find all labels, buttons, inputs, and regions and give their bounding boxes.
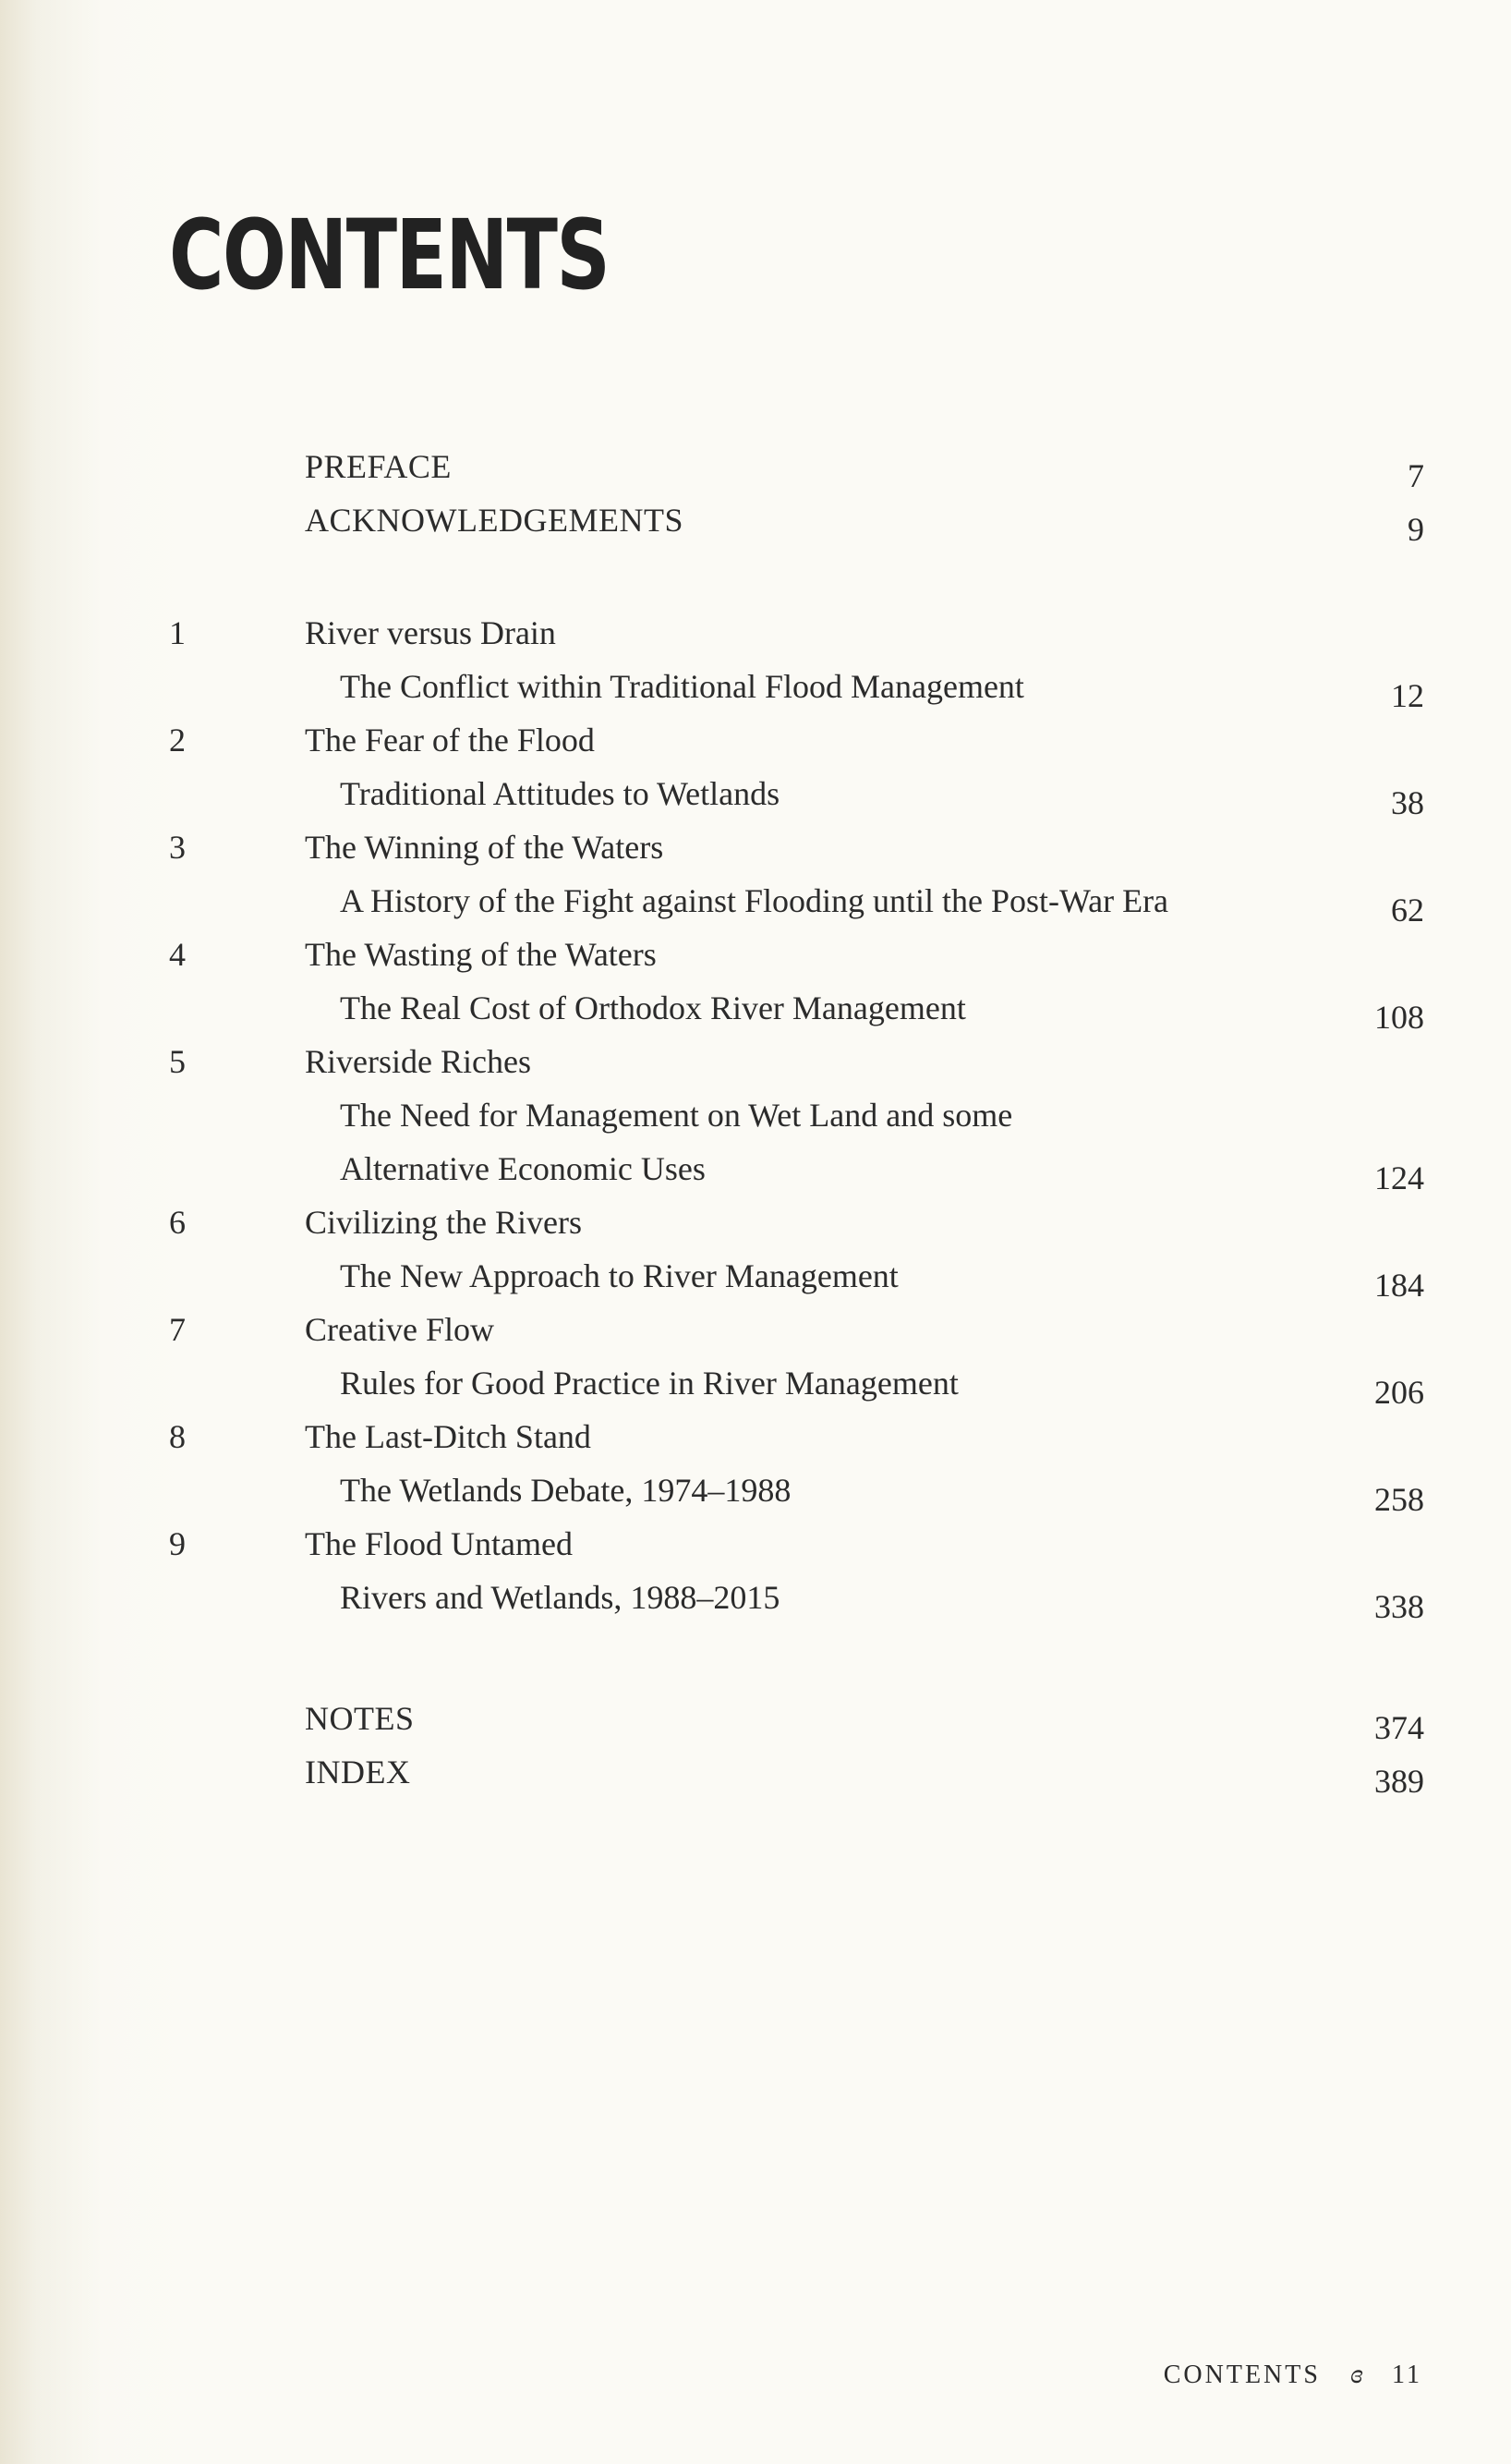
chapter-subtitle: Rivers and Wetlands, 1988–2015 (340, 1579, 780, 1616)
entry-page-number: 38 (1391, 784, 1424, 821)
page-title: CONTENTS (169, 199, 610, 311)
front-matter-entry (0, 492, 1511, 548)
entry-page-number: 338 (1374, 1588, 1424, 1625)
chapter-subtitle-line (0, 766, 1511, 821)
chapter-subtitle: The New Approach to River Management (340, 1257, 899, 1294)
chapter-number: 4 (169, 936, 186, 973)
entry-page-number: 108 (1374, 999, 1424, 1036)
entry-page-number: 12 (1391, 677, 1424, 714)
chapter-subtitle-line (0, 1087, 1511, 1143)
footer-label: CONTENTS (1163, 2361, 1321, 2389)
entry-page-number: 206 (1374, 1374, 1424, 1411)
ornament-icon: ɞ (1349, 2359, 1367, 2389)
chapter-entry (0, 927, 1511, 982)
entry-title: PREFACE (305, 448, 452, 485)
back-matter-entry (0, 1744, 1511, 1800)
chapter-number: 3 (169, 829, 186, 866)
chapter-subtitle-line (0, 1248, 1511, 1304)
chapter-number: 8 (169, 1418, 186, 1455)
chapter-entry (0, 819, 1511, 875)
chapter-subtitle-line (0, 1570, 1511, 1625)
chapter-subtitle-line (0, 1141, 1511, 1196)
chapter-number: 7 (169, 1311, 186, 1348)
chapter-subtitle-line (0, 873, 1511, 929)
chapter-title: The Last-Ditch Stand (305, 1418, 591, 1455)
chapter-subtitle: Traditional Attitudes to Wetlands (340, 775, 780, 812)
chapter-number: 1 (169, 614, 186, 651)
chapter-subtitle: Alternative Economic Uses (340, 1150, 706, 1187)
chapter-subtitle-line (0, 1463, 1511, 1518)
chapter-number: 2 (169, 722, 186, 759)
chapter-entry (0, 1516, 1511, 1572)
chapter-title: Creative Flow (305, 1311, 494, 1348)
chapter-subtitle: The Need for Management on Wet Land and some (340, 1097, 1013, 1134)
chapter-number: 9 (169, 1525, 186, 1562)
entry-page-number: 258 (1374, 1481, 1424, 1518)
chapter-subtitle: The Conflict within Traditional Flood Management (340, 668, 1024, 705)
entry-title: ACKNOWLEDGEMENTS (305, 502, 683, 539)
entry-page-number: 62 (1391, 892, 1424, 929)
chapter-number: 6 (169, 1204, 186, 1241)
entry-page-number: 389 (1374, 1763, 1424, 1800)
chapter-title: The Fear of the Flood (305, 722, 595, 759)
back-matter-entry (0, 1691, 1511, 1746)
chapter-entry (0, 1409, 1511, 1464)
entry-page-number: 7 (1408, 457, 1424, 494)
chapter-subtitle: A History of the Fight against Flooding until the Post-War Era (340, 882, 1169, 919)
front-matter-entry (0, 439, 1511, 494)
chapter-title: The Winning of the Waters (305, 829, 664, 866)
entry-title: NOTES (305, 1700, 415, 1737)
chapter-title: The Flood Untamed (305, 1525, 573, 1562)
chapter-subtitle: The Wetlands Debate, 1974–1988 (340, 1472, 792, 1509)
entry-page-number: 374 (1374, 1709, 1424, 1746)
chapter-entry (0, 605, 1511, 661)
chapter-number: 5 (169, 1043, 186, 1080)
running-footer (1164, 2356, 1422, 2394)
chapter-subtitle-line (0, 1355, 1511, 1411)
chapter-title: Riverside Riches (305, 1043, 531, 1080)
chapter-entry (0, 1195, 1511, 1250)
entry-title: INDEX (305, 1754, 411, 1790)
entry-page-number: 9 (1408, 511, 1424, 548)
chapter-subtitle-line (0, 659, 1511, 714)
chapter-subtitle-line (0, 980, 1511, 1036)
chapter-title: Civilizing the Rivers (305, 1204, 582, 1241)
chapter-entry (0, 1302, 1511, 1357)
chapter-subtitle: The Real Cost of Orthodox River Management (340, 989, 966, 1026)
entry-page-number: 184 (1374, 1267, 1424, 1304)
folio-number: 11 (1392, 2361, 1422, 2389)
chapter-entry (0, 712, 1511, 768)
chapter-entry (0, 1034, 1511, 1089)
chapter-title: River versus Drain (305, 614, 556, 651)
entry-page-number: 124 (1374, 1159, 1424, 1196)
chapter-subtitle: Rules for Good Practice in River Management (340, 1365, 959, 1402)
chapter-title: The Wasting of the Waters (305, 936, 657, 973)
